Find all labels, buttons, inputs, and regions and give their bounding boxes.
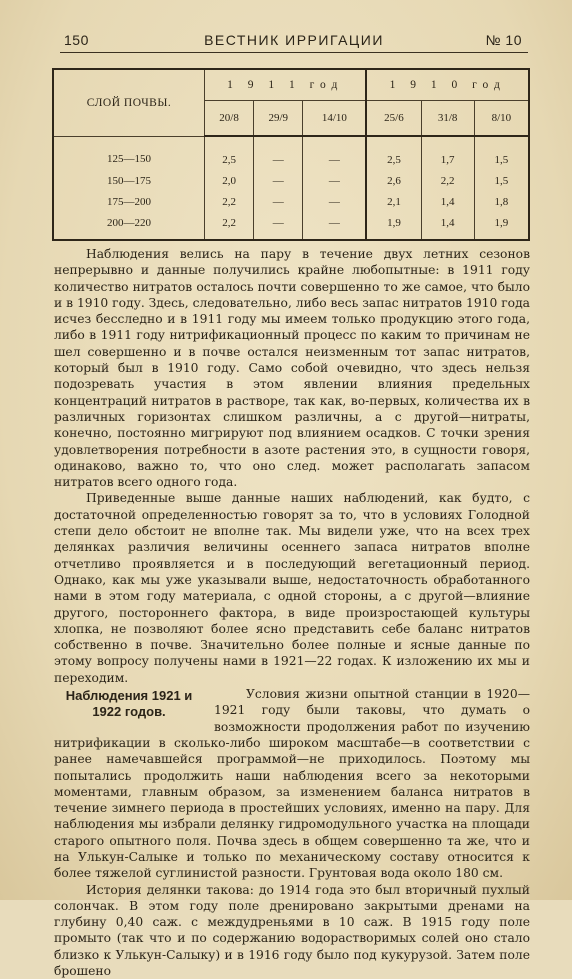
value-cell: 2,2 (421, 170, 474, 191)
section-heading: Наблюдения 1921 и 1922 годов. (65, 688, 193, 720)
date-header: 14/10 (303, 101, 367, 137)
date-header: 29/9 (254, 101, 303, 137)
value-cell: 2,5 (205, 136, 254, 170)
paragraph: История делянки такова: до 1914 года это был вторичный пухлый солончак. В этом году поле дренировано закрытыми дренами на глубину 0,40 саж. с междудреньями в 10 саж. В 1915 году поле промыто (так что и по содержанию водорастворимых солей оно стало близко к Улькун-Салыку) и в 1916 году было под кукурузой. Затем поле брошено (54, 882, 530, 979)
layer-cell: 125—150 (53, 136, 205, 170)
value-cell: 1,9 (474, 212, 529, 240)
date-header: 25/6 (366, 101, 421, 137)
table-row (53, 212, 529, 240)
value-cell: 2,0 (205, 170, 254, 191)
value-cell: 1,4 (421, 191, 474, 212)
page-number: 150 (64, 32, 89, 48)
value-cell: 1,5 (474, 136, 529, 170)
year-1910-header: 1 9 1 0 год (366, 69, 529, 101)
value-cell: 2,1 (366, 191, 421, 212)
table-row (53, 191, 529, 212)
date-header: 31/8 (421, 101, 474, 137)
paragraph: Условия жизни опытной станции в 1920—1921 году были таковы, что думать о возможности продолжения работ по изучению нитрификации в сколько-либо широком масштабе—в соответствии с ранее намечавшейся программой—не приходилось. Поэтому мы попытались продолжить наши наблюдения всего за некоторыми моментами, главным образом, за изменением баланса нитратов в течение зимнего периода в простейших условиях, именно на пару. Для наблюдения мы избрали делянку гидромодульного участка на площади старого опытного поля. Почва здесь в общем совершенно та же, что и на Улькун-Салыке и только по механическому составу относится к более тяжелой суглинистой разности. Грунтовая вода около 180 см. (54, 687, 530, 881)
paragraph: Наблюдения велись на пару в течение двух летних сезонов непрерывно и данные получились крайне любопытные: в 1911 году количество нитратов осталось почти совершенно то же самое, что было и в 1910 году. Здесь, следовательно, либо весь запас нитратов 1910 года исчез бесследно и в 1911 году мы имеем только продукцию этого года, либо в 1911 году нитрификационный процесс по каким то причинам не шел совершенно и в почве остался неизменным тот запас нитратов, который был в 1910 году. Само собой очевидно, что здесь нельзя подозревать участия в этом явлении влияния предельных концентраций нитратов в растворе, так как, во-первых, количества их в различных горизонтах слишком различны, а с другой—нитраты, конечно, постоянно мигрируют под влиянием осадков. С точки зрения удовлетворения потребности в азоте растения это, в сущности говоря, одинаково, важно то, что оно след. может располагать запасом нитратов всего одного года. (54, 247, 530, 490)
value-cell: — (254, 212, 303, 240)
value-cell: 1,8 (474, 191, 529, 212)
value-cell: 2,2 (205, 191, 254, 212)
issue-number: № 10 (485, 32, 522, 48)
value-cell: 2,2 (205, 212, 254, 240)
layer-cell: 200—220 (53, 212, 205, 240)
value-cell: — (303, 136, 367, 170)
table-row (53, 170, 529, 191)
value-cell: 1,7 (421, 136, 474, 170)
nitrate-table (52, 68, 530, 241)
layer-cell: 150—175 (53, 170, 205, 191)
value-cell: — (254, 136, 303, 170)
value-cell: — (254, 170, 303, 191)
paragraph: Приведенные выше данные наших наблюдений, как будто, с достаточной определенностью говорят за то, что в условиях Голодной степи дело обстоит не вполне так. Мы видели уже, что на всех трех делянках различия величины осеннего запаса нитратов вполне отчетливо проявляется и в последующий вегетационный период. Однако, как мы уже указывали выше, недостаточность обработанного нами в этом году материала, с одной стороны, а с другой—влияние другого, постороннего фактора, в виде произростающей культуры хлопка, не позволяют более ясно представить себе баланс нитратов собственно в почве. Значительно более полные и ясные данные по этому вопросу получены нами в 1921—22 годах. К изложению их мы и переходим. (54, 491, 530, 685)
year-1911-header: 1 9 1 1 год (205, 69, 367, 101)
layer-header: СЛОЙ ПОЧВЫ. (53, 69, 205, 136)
date-header: 20/8 (205, 101, 254, 137)
value-cell: — (254, 191, 303, 212)
value-cell: 1,9 (366, 212, 421, 240)
value-cell: — (303, 170, 367, 191)
article-body (54, 246, 530, 979)
layer-cell: 175—200 (53, 191, 205, 212)
value-cell: 1,5 (474, 170, 529, 191)
value-cell: 1,4 (421, 212, 474, 240)
value-cell: 2,6 (366, 170, 421, 191)
journal-title: ВЕСТНИК ИРРИГАЦИИ (204, 32, 384, 48)
value-cell: — (303, 212, 367, 240)
date-header: 8/10 (474, 101, 529, 137)
table-row (53, 136, 529, 170)
page-header (60, 30, 528, 53)
value-cell: 2,5 (366, 136, 421, 170)
value-cell: — (303, 191, 367, 212)
